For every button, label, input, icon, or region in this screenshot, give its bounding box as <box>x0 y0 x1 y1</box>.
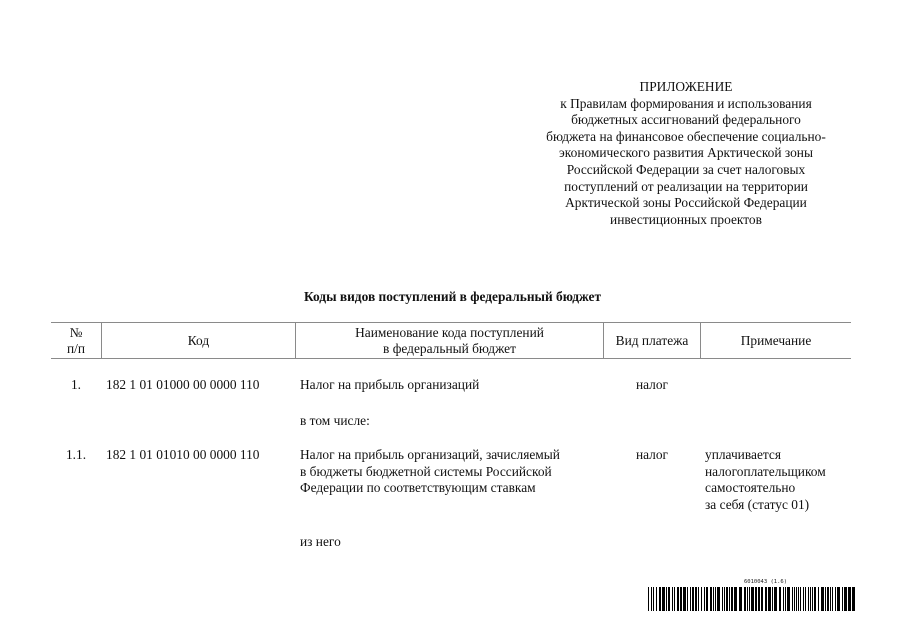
row-name-line: Федерации по соответствующим ставкам <box>300 480 536 496</box>
header-note-label: Примечание <box>740 332 812 348</box>
row-code: 182 1 01 01000 00 0000 110 <box>106 377 260 392</box>
header-name <box>296 322 603 359</box>
appendix-title: ПРИЛОЖЕНИЕ <box>639 79 733 94</box>
header-code-label: Код <box>187 332 210 348</box>
appendix-line: поступлений от реализации на территории <box>564 178 808 194</box>
barcode <box>648 580 856 612</box>
appendix-line: бюджетных ассигнований федерального <box>571 112 801 128</box>
appendix-line: бюджета на финансовое обеспечение социально- <box>546 128 826 144</box>
appendix-line: экономического развития Арктической зоны <box>559 145 813 161</box>
header-payment-type <box>604 322 700 359</box>
header-code <box>102 322 295 359</box>
barcode-number: 6010043 (1.6) <box>744 579 788 585</box>
row-name <box>300 447 560 497</box>
appendix-line: к Правилам формирования и использования <box>560 95 812 111</box>
row-note-line: за себя (статус 01) <box>705 496 810 512</box>
row-num: 1.1. <box>65 447 87 462</box>
header-name-line: в федеральный бюджет <box>383 340 516 356</box>
row-name <box>300 413 370 430</box>
barcode-bars <box>648 587 856 611</box>
appendix-line: Российской Федерации за счет налоговых <box>566 161 806 177</box>
row-code: 182 1 01 01010 00 0000 110 <box>106 447 260 462</box>
row-note-line: налогоплательщиком <box>705 463 826 479</box>
appendix-line: инвестиционных проектов <box>610 211 762 227</box>
header-num <box>51 322 101 359</box>
row-name-line: из него <box>300 534 341 549</box>
row-name <box>300 377 479 394</box>
row-name-line: Налог на прибыль организаций, зачисляемый <box>300 447 560 462</box>
row-note-line: самостоятельно <box>705 480 796 496</box>
row-name <box>300 534 341 551</box>
row-note <box>705 447 826 513</box>
row-name-line: Налог на прибыль организаций <box>300 377 480 392</box>
row-note-line: уплачивается <box>705 447 782 462</box>
document-title: Коды видов поступлений в федеральный бюджет <box>303 289 602 304</box>
header-num-line: п/п <box>66 340 86 356</box>
header-num-line: № <box>69 324 83 340</box>
appendix-line: Арктической зоны Российской Федерации <box>565 195 807 211</box>
header-note <box>701 322 851 359</box>
header-name-line: Наименование кода поступлений <box>355 324 544 340</box>
row-payment-type: налог <box>635 377 669 392</box>
row-num: 1. <box>70 377 82 392</box>
row-name-line: в том числе: <box>300 413 370 428</box>
header-payment-type-label: Вид платежа <box>615 332 689 348</box>
row-payment-type: налог <box>635 447 669 462</box>
appendix-block <box>500 79 872 228</box>
row-name-line: в бюджеты бюджетной системы Российской <box>300 463 552 479</box>
